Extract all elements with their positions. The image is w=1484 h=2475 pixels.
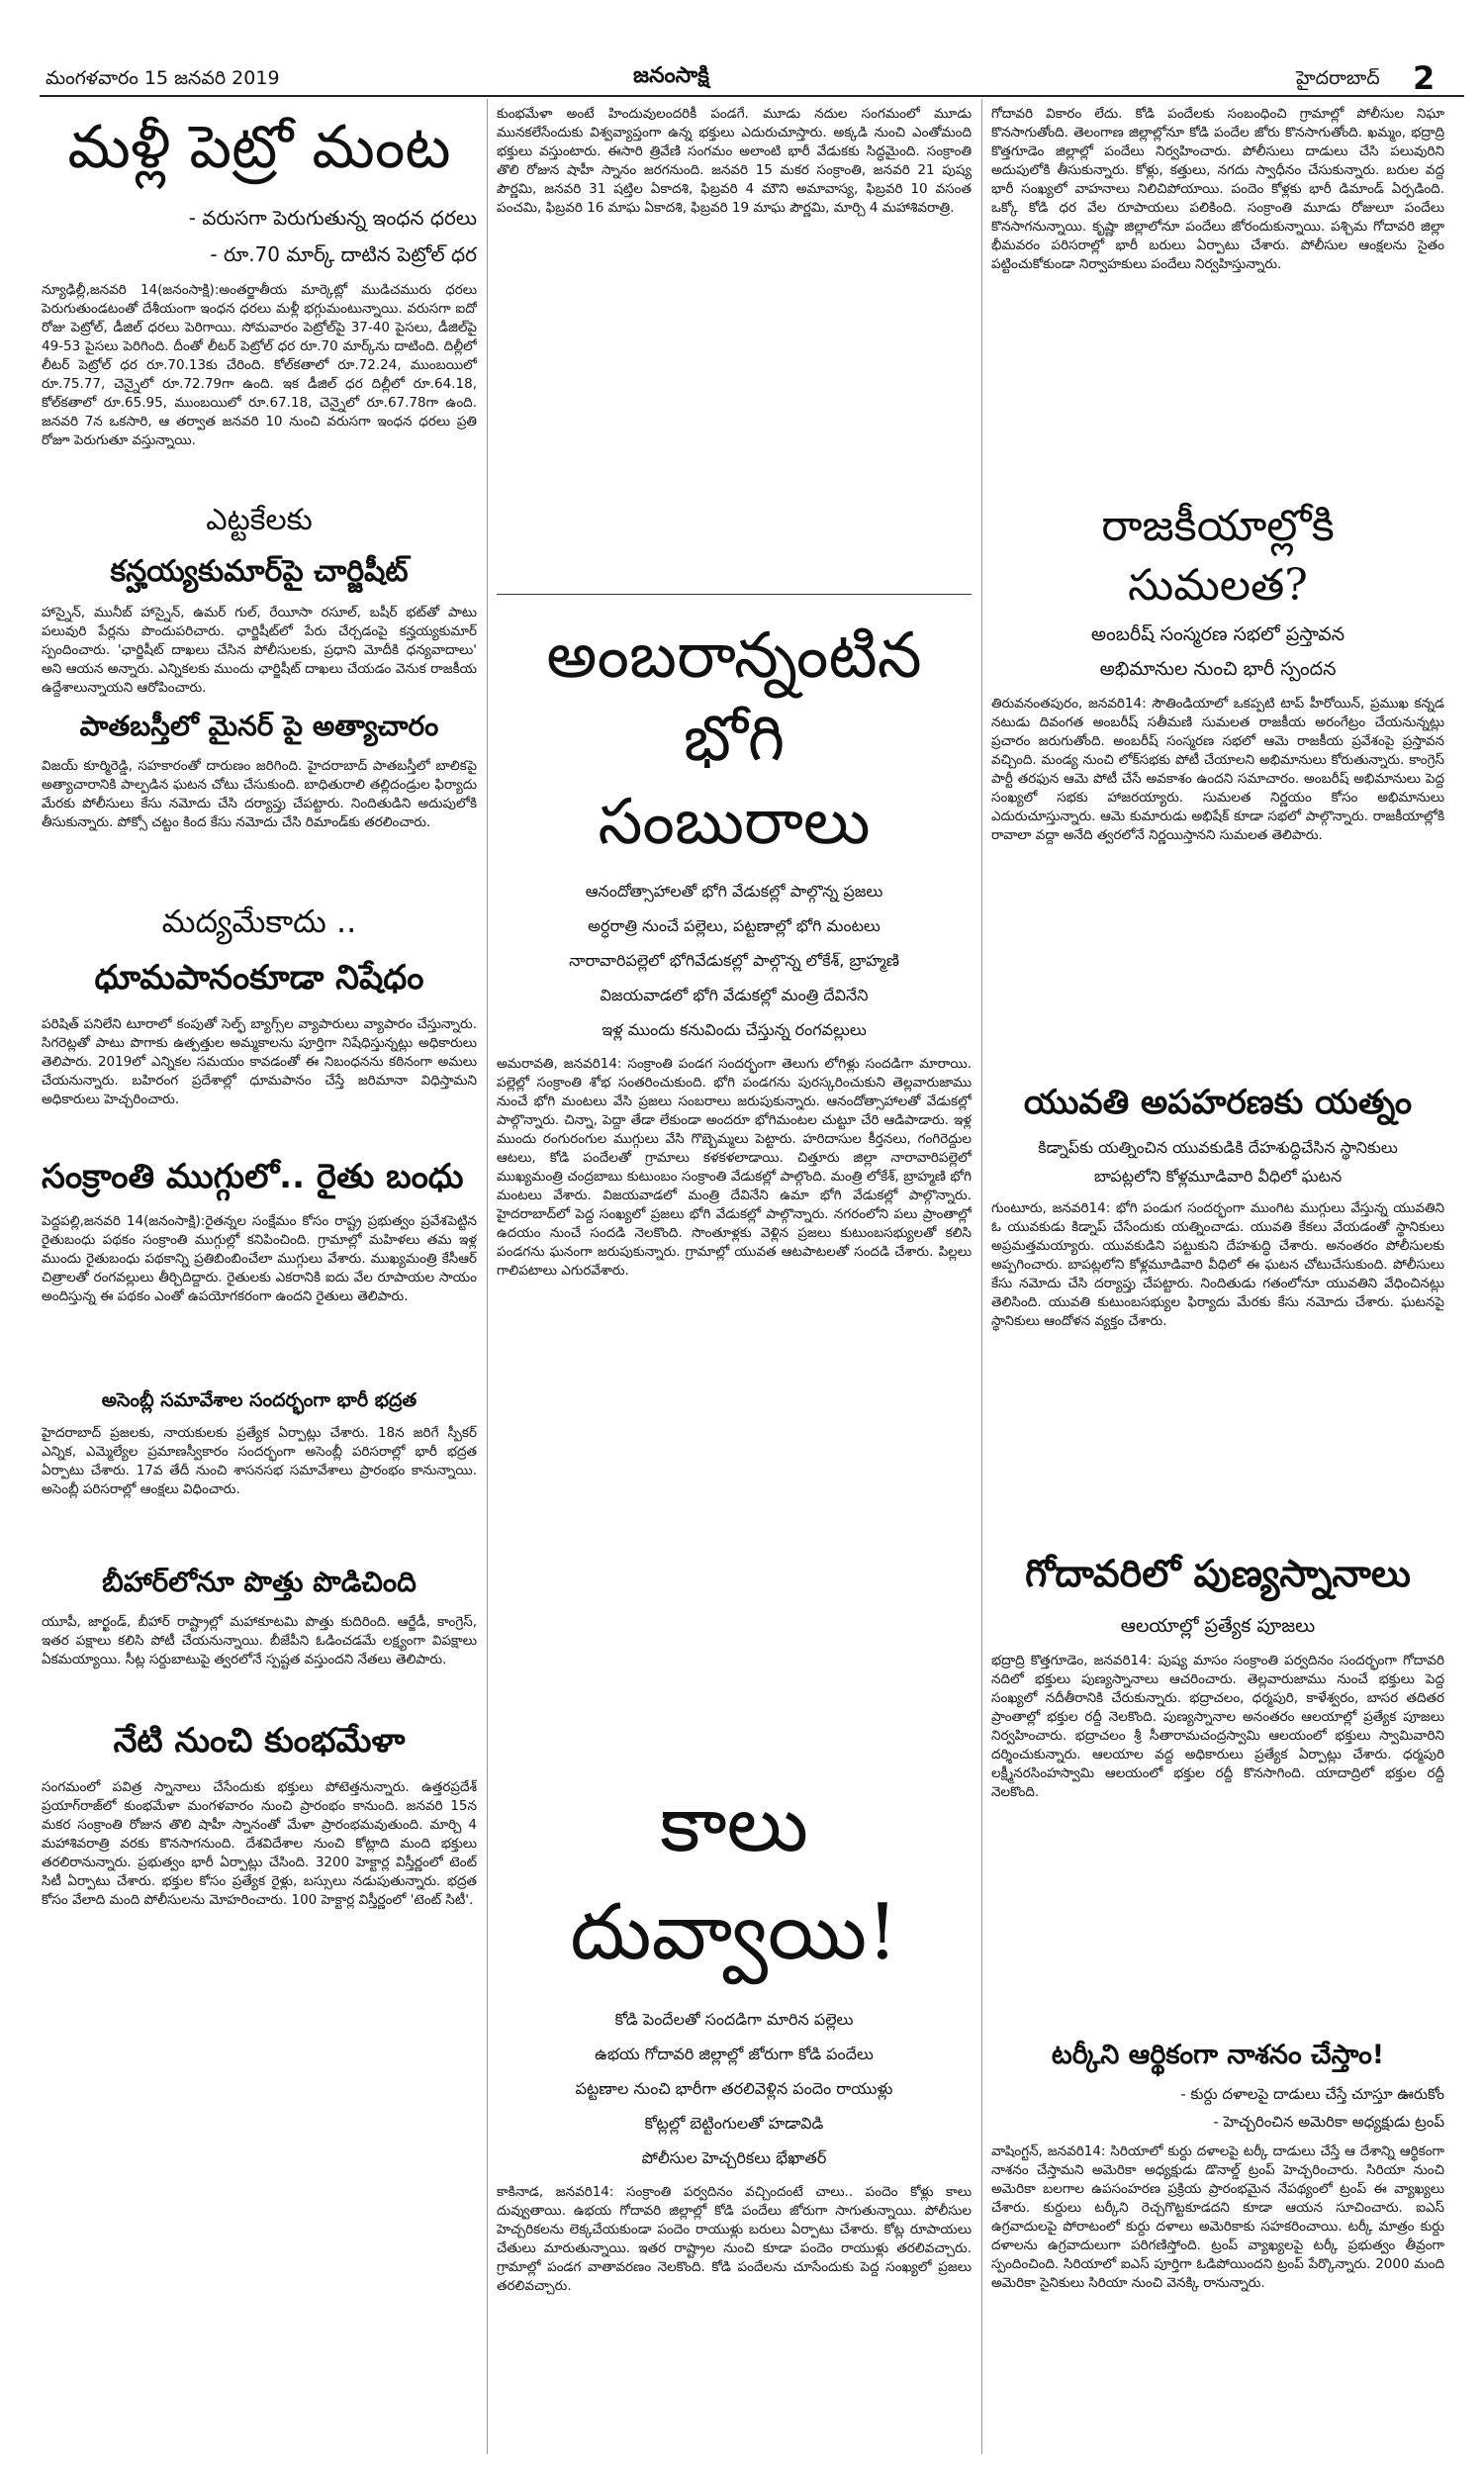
article-body: వాషింగ్టన్, జనవరి14: సిరియాలో కుర్దు దళాలపై టర్కీ దాడులు చేస్తే ఆ దేశాన్ని ఆర్థికంగా నాశనం చేస్తామని అమెరికా అధ్యక్షుడు డొనాల్డ్ ట్రంప్ హెచ్చరించారు. సిరియా నుంచి అమెరికా బలగాల ఉపసంహరణ ప్రక్రియ ప్రారంభమైన నేపథ్యంలో ట్రంప్ ఈ వ్యాఖ్యలు చేశారు. కుర్దులు టర్కీని రెచ్చగొట్టకూడదని కూడా ఆయన సూచించారు. ఐఎస్ ఉగ్రవాదులపై పోరాటంలో కుర్దు దళాలు అమెరికాకు సహకరించాయి. టర్కీ మాత్రం కుర్దు దళాలను ఉగ్రవాదులుగా పరిగణిస్తోంది. ట్రంప్ వ్యాఖ్యలపై టర్కీ ప్రభుత్వం తీవ్రంగా స్పందించింది. సిరియాలో ఐఎస్ పూర్తిగా ఓడిపోయిందని ట్రంప్ పేర్కొన్నారు. 2000 మంది అమెరికా సైనికులు సిరియా నుంచి వెనక్కి రానున్నారు. (991, 2143, 1444, 2291)
subheadline: - రూ.70 మార్క్ దాటిన పెట్రోల్ ధర (210, 242, 477, 266)
article-patabasti (42, 710, 477, 889)
headline: సంక్రాంతి ముగ్గులో.. రైతు బంధు (42, 1157, 464, 1196)
highlight-line: నారావారిపల్లెలో భోగివేడుకల్లో పాల్గొన్న లోకేశ్, బ్రాహ్మణి (569, 951, 899, 970)
subheadline: అభిమానుల నుంచి భారీ స్పందన (1099, 658, 1337, 680)
highlights (497, 2010, 972, 2171)
section-divider (497, 594, 972, 595)
kicker: మద్యమేకాదు .. (161, 903, 357, 940)
article-body: హైదరాబాద్ ప్రజలకు, నాయకులకు ప్రత్యేక ఏర్పాట్లు చేశారు. 18న జరిగే స్పీకర్ ఎన్నిక, ఎమ్మెల్యేల ప్రమాణస్వీకారం సందర్భంగా అసెంబ్లీ పరిసరాల్లో భారీ భద్రత ఏర్పాటు చేశారు. 17వ తేదీ నుంచి శాసనసభ సమావేశాలు ప్రారంభం కానున్నాయి. అసెంబ్లీ పరిసరాల్లో ఆంక్షలు విధించారు. (42, 1425, 477, 1497)
article-kidnap (991, 1083, 1444, 1538)
headline: బీహార్‌లోనూ పొత్తు పొడిచింది (102, 1566, 417, 1598)
highlight-line: కోట్లల్లో బెట్టింగులతో హడావిడి (644, 2114, 824, 2133)
subheadline: - హెచ్చరించిన అమెరికా అధ్యక్షుడు ట్రంప్ (1213, 2113, 1444, 2131)
highlight-line: విజయవాడలో భోగి వేడుకల్లో మంత్రి దేవినేని (600, 986, 869, 1004)
article-rythu-bandhu (42, 1157, 477, 1381)
highlight-line: అర్ధరాత్రి నుంచే పల్లెలు, పట్టణాల్లో భోగి మంటలు (588, 916, 881, 935)
highlight-line: ఉభయ గోదావరి జిల్లాల్లో జోరుగా కోడి పందేలు (595, 2045, 874, 2063)
article-body: పరిషిత్ పనిలేని టూరాలో కంపుతో సెల్ఫ్ బ్యాగ్స్‌ల వ్యాపారులు వ్యాపారం చేస్తున్నారు. సిగరెట్లతో పాటు పొగాకు ఉత్పత్తుల అమ్మకాలను పూర్తిగా నిషేధిస్తున్నట్లు అధికారులు తెలిపారు. 2019లో ఎన్నికల సమయం కావడంతో ఈ నిబంధనను కఠినంగా అమలు చేయనున్నారు. బహిరంగ ప్రదేశాల్లో ధూమపానం చేస్తే జరిమానా విధిస్తామని అధికారులు హెచ్చరించారు. (42, 1016, 477, 1107)
column-2 (497, 99, 972, 2465)
subheadline: - కుర్దు దళాలపై దాడులు చేస్తే చూస్తూ ఊరుకోం (1180, 2085, 1444, 2103)
headline: నేటి నుంచి కుంభమేళా (113, 1721, 406, 1761)
article-assembly (42, 1389, 477, 1556)
issue-date: మంగళవారం 15 జనవరి 2019 (46, 67, 280, 89)
highlight-line: పట్టణాల నుంచి భారీగా తరలివెళ్లిన పందెం రాయుళ్లు (575, 2079, 893, 2098)
article-body: న్యూఢిల్లీ,జనవరి 14(జనంసాక్షి):అంతర్జాతీయ మార్కెట్లో ముడిచమురు ధరలు పెరుగుతుండటంతో దేశీయంగా ఇంధన ధరలు మళ్లీ భగ్గుమంటున్నాయి. వరుసగా ఐదో రోజు పెట్రోల్, డీజిల్ ధరలు పెరిగాయి. సోమవారం పెట్రోల్‌పై 37-40 పైసలు, డీజిల్‌పై 49-53 పైసలు పెరిగింది. దీంతో లీటర్ పెట్రోల్ ధర రూ.70 మార్క్‌ను దాటింది. దిల్లీలో లీటర్ పెట్రోల్ ధర రూ.70.13కు చేరింది. కోల్‌కతాలో రూ.72.24, ముంబయిలో రూ.75.77, చెన్నైలో రూ.72.79గా ఉంది. ఇక డీజిల్ ధర దిల్లీలో రూ.64.18, కోల్‌కతాలో రూ.65.95, ముంబయిలో రూ.67.18, చెన్నైలో రూ.67.78గా ఉంది. జనవరి 7న ఒకసారి, ఆ తర్వాత జనవరి 10 నుంచి వరుసగా ఇంధన ధరలు ప్రతి రోజూ పెరుగుతూ వస్తున్నాయి. (42, 282, 477, 448)
article-bhogi (497, 615, 972, 1751)
article-body: విజయ్ కూర్మిరెడ్డి, సహకారంతో దారుణం జరిగింది. హైదరాబాద్ పాతబస్తీలో బాలికపై అత్యాచారానికి పాల్పడిన ఘటన చోటు చేసుకుంది. బాధితురాలి తల్లిదండ్రుల ఫిర్యాదు మేరకు పోలీసులు కేసు నమోదు చేసి దర్యాప్తు చేపట్టారు. నిందితుడిని అదుపులోకి తీసుకున్నారు. పోక్సో చట్టం కింద కేసు నమోదు చేసి రిమాండ్‌కు తరలించారు. (42, 758, 477, 830)
headline: ధూమపానంకూడా నిషేధం (94, 958, 424, 998)
headline: కన్హయ్యకుమార్‌పై చార్జిషీట్ (110, 554, 409, 589)
masthead (0, 0, 1484, 97)
article-petrol (42, 113, 477, 489)
article-body: భద్రాద్రి కొత్తగూడెం, జనవరి14: పుష్య మాసం సంక్రాంతి పర్వదినం సందర్భంగా గోదావరి నదిలో భక్తులు పుణ్యస్నానాలు ఆచరించారు. తెల్లవారుజాము నుంచే భక్తులు పెద్ద సంఖ్యలో నదీతీరానికి చేరుకున్నారు. భద్రాచలం, ధర్మపురి, కాళేశ్వరం, బాసర తదితర ప్రాంతాల్లో భక్తుల రద్దీ నెలకొంది. పుణ్యస్నానాల అనంతరం ఆలయాల్లో ప్రత్యేక పూజలు నిర్వహించారు. భద్రాచలం శ్రీ సీతారామచంద్రస్వామి ఆలయంలో భక్తులు స్వామివారిని దర్శించుకున్నారు. ఆలయాల వద్ద అధికారులు ప్రత్యేక ఏర్పాట్లు చేశారు. ధర్మపురి లక్ష్మీనరసింహస్వామి ఆలయంలో భక్తుల రద్దీ కొనసాగింది. యాదాద్రిలో భక్తుల రద్దీ నెలకొంది. (991, 1653, 1444, 1800)
kicker: ఎట్టకేలకు (206, 503, 313, 537)
kumbh-continued: కుంభమేళా అంటే హిందువులందరికీ పండగే. మూడు నదుల సంగమంలో మూడు మునకలేసేందుకు విశ్వవ్యాప్తంగా ఉన్న భక్తులు ఎదురుచూస్తారు. అక్కడి నుంచి ఎంతోమంది భక్తులు వస్తుంటారు. ఈసారి త్రివేణి సంగమం అలాంటి భారీ వేడుకకు సిద్ధమైంది. సంక్రాంతి తొలి రోజున షాహీ స్నానం జరగనుంది. జనవరి 15 మకర సంక్రాంతి, జనవరి 21 పుష్య పౌర్ణమి, జనవరి 31 షట్తిల ఏకాదశి, ఫిబ్రవరి 4 మౌని అమావాస్య, ఫిబ్రవరి 10 వసంత పంచమి, ఫిబ్రవరి 16 మాఘ ఏకాదశి, ఫిబ్రవరి 19 మాఘ పౌర్ణమి, మార్చి 4 మహాశివరాత్రి. (497, 106, 972, 216)
article-body: హాస్నైన్, మునీబ్ హాస్నైన్, ఉమర్ గుల్, రేయీసా రసూల్, బషీర్ భట్‌తో పాటు పలువురి పేర్లను పొందుపరిచారు. ఛార్జిషీట్‌లో పేరు చేర్చడంపై కన్హయ్యకుమార్ స్పందించారు. 'ఛార్జిషీట్ దాఖలు చేసిన పోలీసులకు, ప్రధాని మోదీకి ధన్యవాదాలు' అని ఆయన అన్నారు. ఎన్నికలకు ముందు ఛార్జిషీట్ దాఖలు చేయడం వెనుక రాజకీయ ఉద్దేశాలున్నాయని ఆరోపించారు. (42, 605, 477, 696)
newspaper-logo: జనంసాక్షి (633, 63, 709, 88)
article-body: కాకినాడ, జనవరి14: సంక్రాంతి పర్వదినం వచ్చిందంటే చాలు.. పందెం కోళ్లు కాలు దువ్వుతాయి. ఉభయ గోదావరి జిల్లాల్లో కోడి పందేలు జోరుగా సాగుతున్నాయి. పోలీసుల హెచ్చరికలను లెక్కచేయకుండా పందెం రాయుళ్లు బరులు ఏర్పాటు చేశారు. కోట్ల రూపాయలు చేతులు మారుతున్నాయి. ఇతర రాష్ట్రాల నుంచి కూడా పందెం రాయుళ్లు తరలివచ్చారు. గ్రామాల్లో పండగ వాతావరణం నెలకొంది. కోడి పందేలను చూసేందుకు పెద్ద సంఖ్యలో ప్రజలు తరలివచ్చారు. (497, 2184, 972, 2294)
article-smoking (42, 903, 477, 1147)
column-divider (487, 99, 488, 2454)
cockfight-continued: గోదావరి వికారం లేదు. కోడి పందేలకు సంబంధించి గ్రామాల్లో పోలీసుల నిఘా కొనసాగుతోంది. తెలంగాణ జిల్లాల్లోనూ కోడి పందేల జోరు కొనసాగుతోంది. ఖమ్మం, భద్రాద్రి కొత్తగూడెం జిల్లాల్లో పందేలు నిర్వహించారు. పోలీసులు దాడులు చేసి పలువురిని అదుపులోకి తీసుకున్నారు. కోళ్లు, కత్తులు, నగదు స్వాధీనం చేసుకున్నారు. బరుల వద్ద భారీ సంఖ్యలో వాహనాలు నిలిచిపోయాయి. పందెం కోళ్లకు భారీ డిమాండ్ ఏర్పడింది. ఒక్కో కోడి ధర వేల రూపాయలు పలికింది. సంక్రాంతి మూడు రోజులూ పందేలు కొనసాగనున్నాయి. కృష్ణా జిల్లాలోనూ పందేలు జోరందుకున్నాయి. పశ్చిమ గోదావరి జిల్లా భీమవరం పరిసరాల్లో భారీ బరులు ఏర్పాటు చేశారు. పోలీసుల ఆంక్షలను సైతం పట్టించుకోకుండా నిర్వాహకులు పందేలు నిర్వహిస్తున్నారు. (991, 106, 1444, 272)
column-3 (991, 99, 1444, 2443)
article-bihar (42, 1566, 477, 1707)
column-divider (981, 99, 982, 2454)
headline: అంబరాన్నంటిన భోగి సంబురాలు (546, 619, 922, 859)
article-body: యూపీ, జార్ఖండ్, బీహార్ రాష్ట్రాల్లో మహాకూటమి పొత్తు కుదిరింది. ఆర్జేడీ, కాంగ్రెస్, ఇతర పక్షాలు కలిసి పోటీ చేయనున్నాయి. బీజేపీని ఓడించడమే లక్ష్యంగా విపక్షాలు ఏకమయ్యాయి. సీట్ల సర్దుబాటుపై త్వరలోనే స్పష్టత వస్తుందని నేతలు తెలిపారు. (42, 1614, 477, 1667)
highlight-line: కోడి పెందేలతో సందడిగా మారిన పల్లెలు (614, 2010, 854, 2029)
page-number: 2 (1413, 59, 1436, 97)
headline: టర్కీని ఆర్థికంగా నాశనం చేస్తాం! (1051, 2040, 1385, 2070)
article-body: పెద్దపల్లి,జనవరి 14(జనంసాక్షి):రైతన్నల సంక్షేమం కోసం రాష్ట్ర ప్రభుత్వం ప్రవేశపెట్టిన రైతుబంధు పథకం సంక్రాంతి ముగ్గుల్లో కనిపించింది. గ్రామాల్లో మహిళలు తమ ఇళ్ల ముందు రైతుబంధు పథకాన్ని ప్రతిబింబించేలా ముగ్గులు వేశారు. ముఖ్యమంత్రి కేసీఆర్ చిత్రాలతో రంగవల్లులు తీర్చిదిద్దారు. రైతులకు ఎకరానికి ఐదు వేల రూపాయల సాయం అందిస్తున్న ఈ పథకం ఎంతో ఉపయోగకరంగా ఉందని రైతులు తెలిపారు. (42, 1213, 477, 1304)
headline: అసెంబ్లీ సమావేశాల సందర్భంగా భారీ భద్రత (101, 1389, 417, 1411)
highlights (497, 882, 972, 1043)
subheadline: ఆలయాల్లో ప్రత్యేక పూజలు (1120, 1615, 1316, 1637)
highlight-line: ఆనందోత్సాహాలతో భోగి వేడుకల్లో పాల్గొన్న ప్రజలు (585, 882, 883, 901)
article-turkey (991, 2040, 1444, 2443)
article-kaalu-duvvayi (497, 1780, 972, 2465)
subheadline: బాపట్లలోని కోళ్లమూడివారి వీధిలో ఘటన (1093, 1167, 1343, 1186)
article-body: అమరావతి, జనవరి14: సంక్రాంతి పండగ సందర్భంగా తెలుగు లోగిళ్లు సందడిగా మారాయి. పల్లెల్లో సంక్రాంతి శోభ సంతరించుకుంది. భోగి పండగను పురస్కరించుకుని తెల్లవారుజాము నుంచే భోగి మంటలు వేసి ప్రజలు సంబరాలు జరుపుకున్నారు. ఆనందోత్సాహాలతో వేడుకల్లో పాల్గొన్నారు. చిన్నా, పెద్దా తేడా లేకుండా అందరూ భోగిమంటల చుట్టూ చేరి ఆడిపాడారు. ఇళ్ల ముందు రంగురంగుల ముగ్గులు వేసి గొబ్బెమ్మలు పెట్టారు. హరిదాసుల కీర్తనలు, గంగిరెద్దుల ఆటలు, కోడి పందేలతో గ్రామాలు కళకళలాడాయి. చిత్తూరు జిల్లా నారావారిపల్లెలో ముఖ్యమంత్రి చంద్రబాబు కుటుంబం సంక్రాంతి వేడుకల్లో పాల్గొంది. మంత్రి లోకేశ్, బ్రాహ్మణి భోగి మంటలు వేశారు. విజయవాడలో మంత్రి దేవినేని ఉమా భోగి వేడుకల్లో పాల్గొన్నారు. హైదరాబాద్‌లో పెద్ద సంఖ్యలో ప్రజలు భోగి వేడుకల్లో పాల్గొన్నారు. నగరంలోని పలు ప్రాంతాల్లో ఉదయం నుంచే సందడి నెలకొంది. సొంతూళ్లకు వెళ్లిన ప్రజలు కుటుంబసభ్యులతో కలిసి పండగను ఘనంగా జరుపుకున్నారు. గ్రామాల్లో యువత ఆటపాటలతో సందడి చేశారు. పిల్లలు గాలిపటాలు ఎగురవేశారు. (497, 1056, 972, 1279)
article-kanhaiya (42, 503, 477, 698)
headline: కాలు దువ్వాయి! (570, 1780, 898, 1977)
subheadline: అంబరీష్ సంస్మరణ సభలో ప్రస్తావన (1090, 623, 1345, 645)
headline: యువతి అపహరణకు యత్నం (1023, 1083, 1413, 1122)
article-kumbh (42, 1721, 477, 2267)
headline: పాతబస్తీలో మైనర్ పై అత్యాచారం (79, 710, 439, 742)
highlight-line: పోలీసుల హెచ్చరికలు భేఖాతర్ (641, 2148, 827, 2167)
edition-city: హైదరాబాద్ (1296, 67, 1380, 89)
headline: రాజకీయాల్లోకి సుమలత? (1101, 501, 1335, 611)
article-godavari (991, 1552, 1444, 2028)
article-body: సంగమంలో పవిత్ర స్నానాలు చేసేందుకు భక్తులు పోటెత్తనున్నారు. ఉత్తరప్రదేశ్ ప్రయాగ్‌రాజ్‌లో కుంభమేళా మంగళవారం నుంచి ప్రారంభం కానుంది. జనవరి 15న మకర సంక్రాంతి రోజున తొలి షాహీ స్నానంతో మేళా ప్రారంభమవుతుంది. మార్చి 4 మహాశివరాత్రి వరకు కొనసాగనుంది. దేశవిదేశాల నుంచి కోట్లాది మంది భక్తులు తరలిరానున్నారు. ప్రభుత్వం భారీ ఏర్పాట్లు చేసింది. 3200 హెక్టార్ల విస్తీర్ణంలో టెంట్ సిటీ ఏర్పాటు చేశారు. భక్తుల కోసం ప్రత్యేక రైళ్లు, బస్సులు నడుపుతున్నారు. భద్రత కోసం వేలాది మంది పోలీసులను మోహరించారు. 100 హెక్టార్ల విస్తీర్ణంలో 'టెంట్ సిటీ'. (42, 1779, 477, 1908)
article-sumalatha (991, 497, 1444, 1071)
column-1 (42, 99, 477, 2267)
subheadline: - వరుసగా పెరుగుతున్న ఇంధన ధరలు (188, 206, 477, 230)
headline: గోదావరిలో పుణ్యస్నానాలు (1025, 1552, 1411, 1595)
highlight-line: ఇళ్ల ముందు కనువిందు చేస్తున్న రంగవల్లులు (602, 1020, 867, 1039)
headline: మళ్లీ పెట్రో మంట (67, 113, 451, 182)
article-body: గుంటూరు, జనవరి14: భోగి పండుగ సందర్భంగా ముంగిట ముగ్గులు వేస్తున్న యువతిని ఓ యువకుడు కిడ్నాప్ చేసేందుకు యత్నించాడు. యువతి కేకలు వేయడంతో స్థానికులు అప్రమత్తమయ్యారు. యువకుడిని పట్టుకుని దేహశుద్ధి చేశారు. అనంతరం పోలీసులకు అప్పగించారు. బాపట్లలోని కోళ్లమూడివారి వీధిలో ఈ ఘటన చోటుచేసుకుంది. పోలీసులు కేసు నమోదు చేసి దర్యాప్తు చేపట్టారు. నిందితుడు గతంలోనూ యువతిని వేధించినట్లు తెలిసింది. యువతి కుటుంబసభ్యుల ఫిర్యాదు మేరకు కేసు నమోదు చేశారు. ఘటనపై స్థానికులు ఆందోళన వ్యక్తం చేశారు. (991, 1200, 1444, 1329)
masthead-rule (40, 95, 1464, 97)
subheadline: కిడ్నాప్‌కు యత్నించిన యువకుడికి దేహశుద్ధిచేసిన స్థానికులు (1038, 1138, 1398, 1157)
article-body: తిరువనంతపురం, జనవరి14: సౌతిండియాలో ఒకప్పటి టాప్ హీరోయిన్, ప్రముఖ కన్నడ నటుడు దివంగత అంబరీష్ సతీమణి సుమలత రాజకీయ అరంగేట్రం చేయనున్నట్లు ప్రచారం జరుగుతోంది. అంబరీష్ సంస్మరణ సభలో ఆమె రాజకీయ ప్రవేశంపై ప్రస్తావన వచ్చింది. మండ్య నుంచి లోక్‌సభకు పోటీ చేయాలని అభిమానులు కోరుతున్నారు. కాంగ్రెస్ పార్టీ తరఫున ఆమె పోటీ చేసే అవకాశం ఉందని సమాచారం. అంబరీష్ అభిమానులు పెద్ద సంఖ్యలో సభకు హాజరయ్యారు. సుమలత నిర్ణయం కోసం అభిమానులు ఎదురుచూస్తున్నారు. ఆమె కుమారుడు అభిషేక్ కూడా సభలో పాల్గొన్నారు. రాజకీయాల్లోకి రావాలా వద్దా అనేది త్వరలోనే నిర్ణయిస్తానని సుమలత తెలిపారు. (991, 696, 1444, 843)
